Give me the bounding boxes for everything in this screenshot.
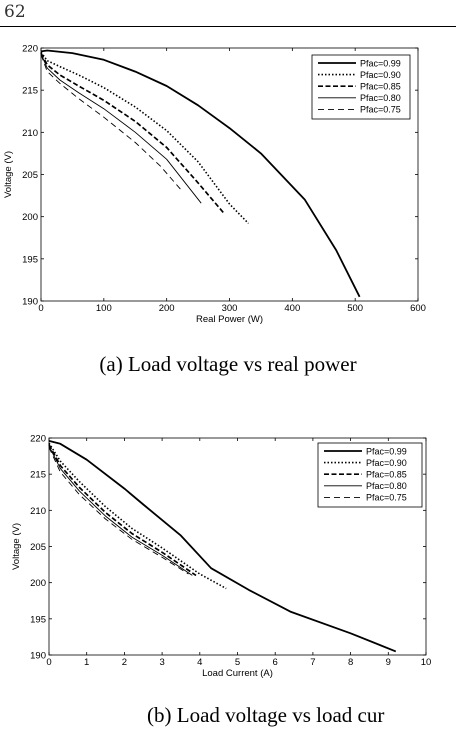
- y-tick-label: 210: [22, 127, 38, 139]
- y-tick-label: 215: [30, 469, 46, 481]
- x-tick-label: 0: [46, 657, 52, 668]
- y-tick-label: 200: [22, 212, 38, 224]
- x-axis-label: Real Power (W): [195, 314, 264, 325]
- x-tick-label: 7: [310, 657, 316, 668]
- x-tick-label: 100: [95, 303, 112, 314]
- y-tick-label: 210: [30, 505, 46, 517]
- caption-a: (a) Load voltage vs real power: [99, 352, 357, 376]
- series-line-2: [49, 443, 226, 588]
- y-tick-label: 195: [30, 614, 46, 626]
- legend-label: Pfac=0.85: [360, 81, 401, 92]
- x-tick-label: 600: [410, 303, 426, 314]
- x-tick-label: 9: [385, 657, 391, 668]
- x-tick-label: 400: [284, 303, 301, 314]
- series-line-3: [41, 53, 223, 212]
- series-line-5: [41, 55, 182, 192]
- x-tick-label: 6: [272, 657, 278, 668]
- x-tick-label: 300: [221, 303, 238, 314]
- chart-b-plot: [0, 430, 456, 700]
- y-tick-label: 220: [22, 43, 38, 55]
- caption-b: (b) Load voltage vs load cur: [147, 703, 385, 727]
- header-rule: [0, 26, 456, 27]
- legend-label: Pfac=0.90: [360, 69, 401, 80]
- x-tick-label: 3: [159, 657, 165, 668]
- y-tick-label: 220: [30, 433, 46, 445]
- x-axis-label: Load Current (A): [202, 668, 273, 679]
- series-line-5: [49, 447, 189, 574]
- x-tick-label: 0: [38, 303, 44, 314]
- y-tick-label: 195: [22, 254, 38, 266]
- legend-label: Pfac=0.75: [366, 492, 407, 503]
- x-tick-label: 4: [197, 657, 203, 668]
- y-tick-label: 205: [30, 542, 46, 553]
- y-tick-label: 205: [22, 170, 38, 181]
- legend-label: Pfac=0.99: [366, 446, 407, 457]
- page-number: 62: [4, 2, 26, 22]
- x-tick-label: 10: [420, 657, 432, 668]
- y-tick-label: 215: [22, 85, 38, 97]
- series-line-4: [49, 446, 192, 575]
- series-line-4: [41, 54, 201, 203]
- legend-label: Pfac=0.85: [366, 469, 407, 480]
- series-line-2: [41, 52, 248, 223]
- series-line-3: [49, 445, 196, 576]
- y-tick-label: 190: [30, 650, 46, 662]
- x-tick-label: 8: [347, 657, 354, 668]
- x-tick-label: 1: [84, 657, 90, 668]
- x-tick-label: 2: [121, 657, 128, 668]
- legend-label: Pfac=0.99: [360, 58, 401, 69]
- y-tick-label: 200: [30, 578, 46, 590]
- x-tick-label: 200: [158, 303, 175, 314]
- x-tick-label: 5: [234, 657, 241, 668]
- y-tick-label: 190: [22, 296, 38, 308]
- y-axis-label: Voltage (V): [11, 523, 22, 570]
- x-tick-label: 500: [347, 303, 364, 314]
- chart-b: [0, 430, 456, 700]
- y-axis-label: Voltage (V): [3, 151, 14, 198]
- legend-label: Pfac=0.90: [366, 457, 407, 468]
- legend-label: Pfac=0.80: [366, 481, 407, 492]
- chart-a: [0, 40, 456, 340]
- chart-a-plot: [0, 40, 456, 340]
- legend-label: Pfac=0.80: [360, 93, 401, 104]
- legend-label: Pfac=0.75: [360, 104, 401, 115]
